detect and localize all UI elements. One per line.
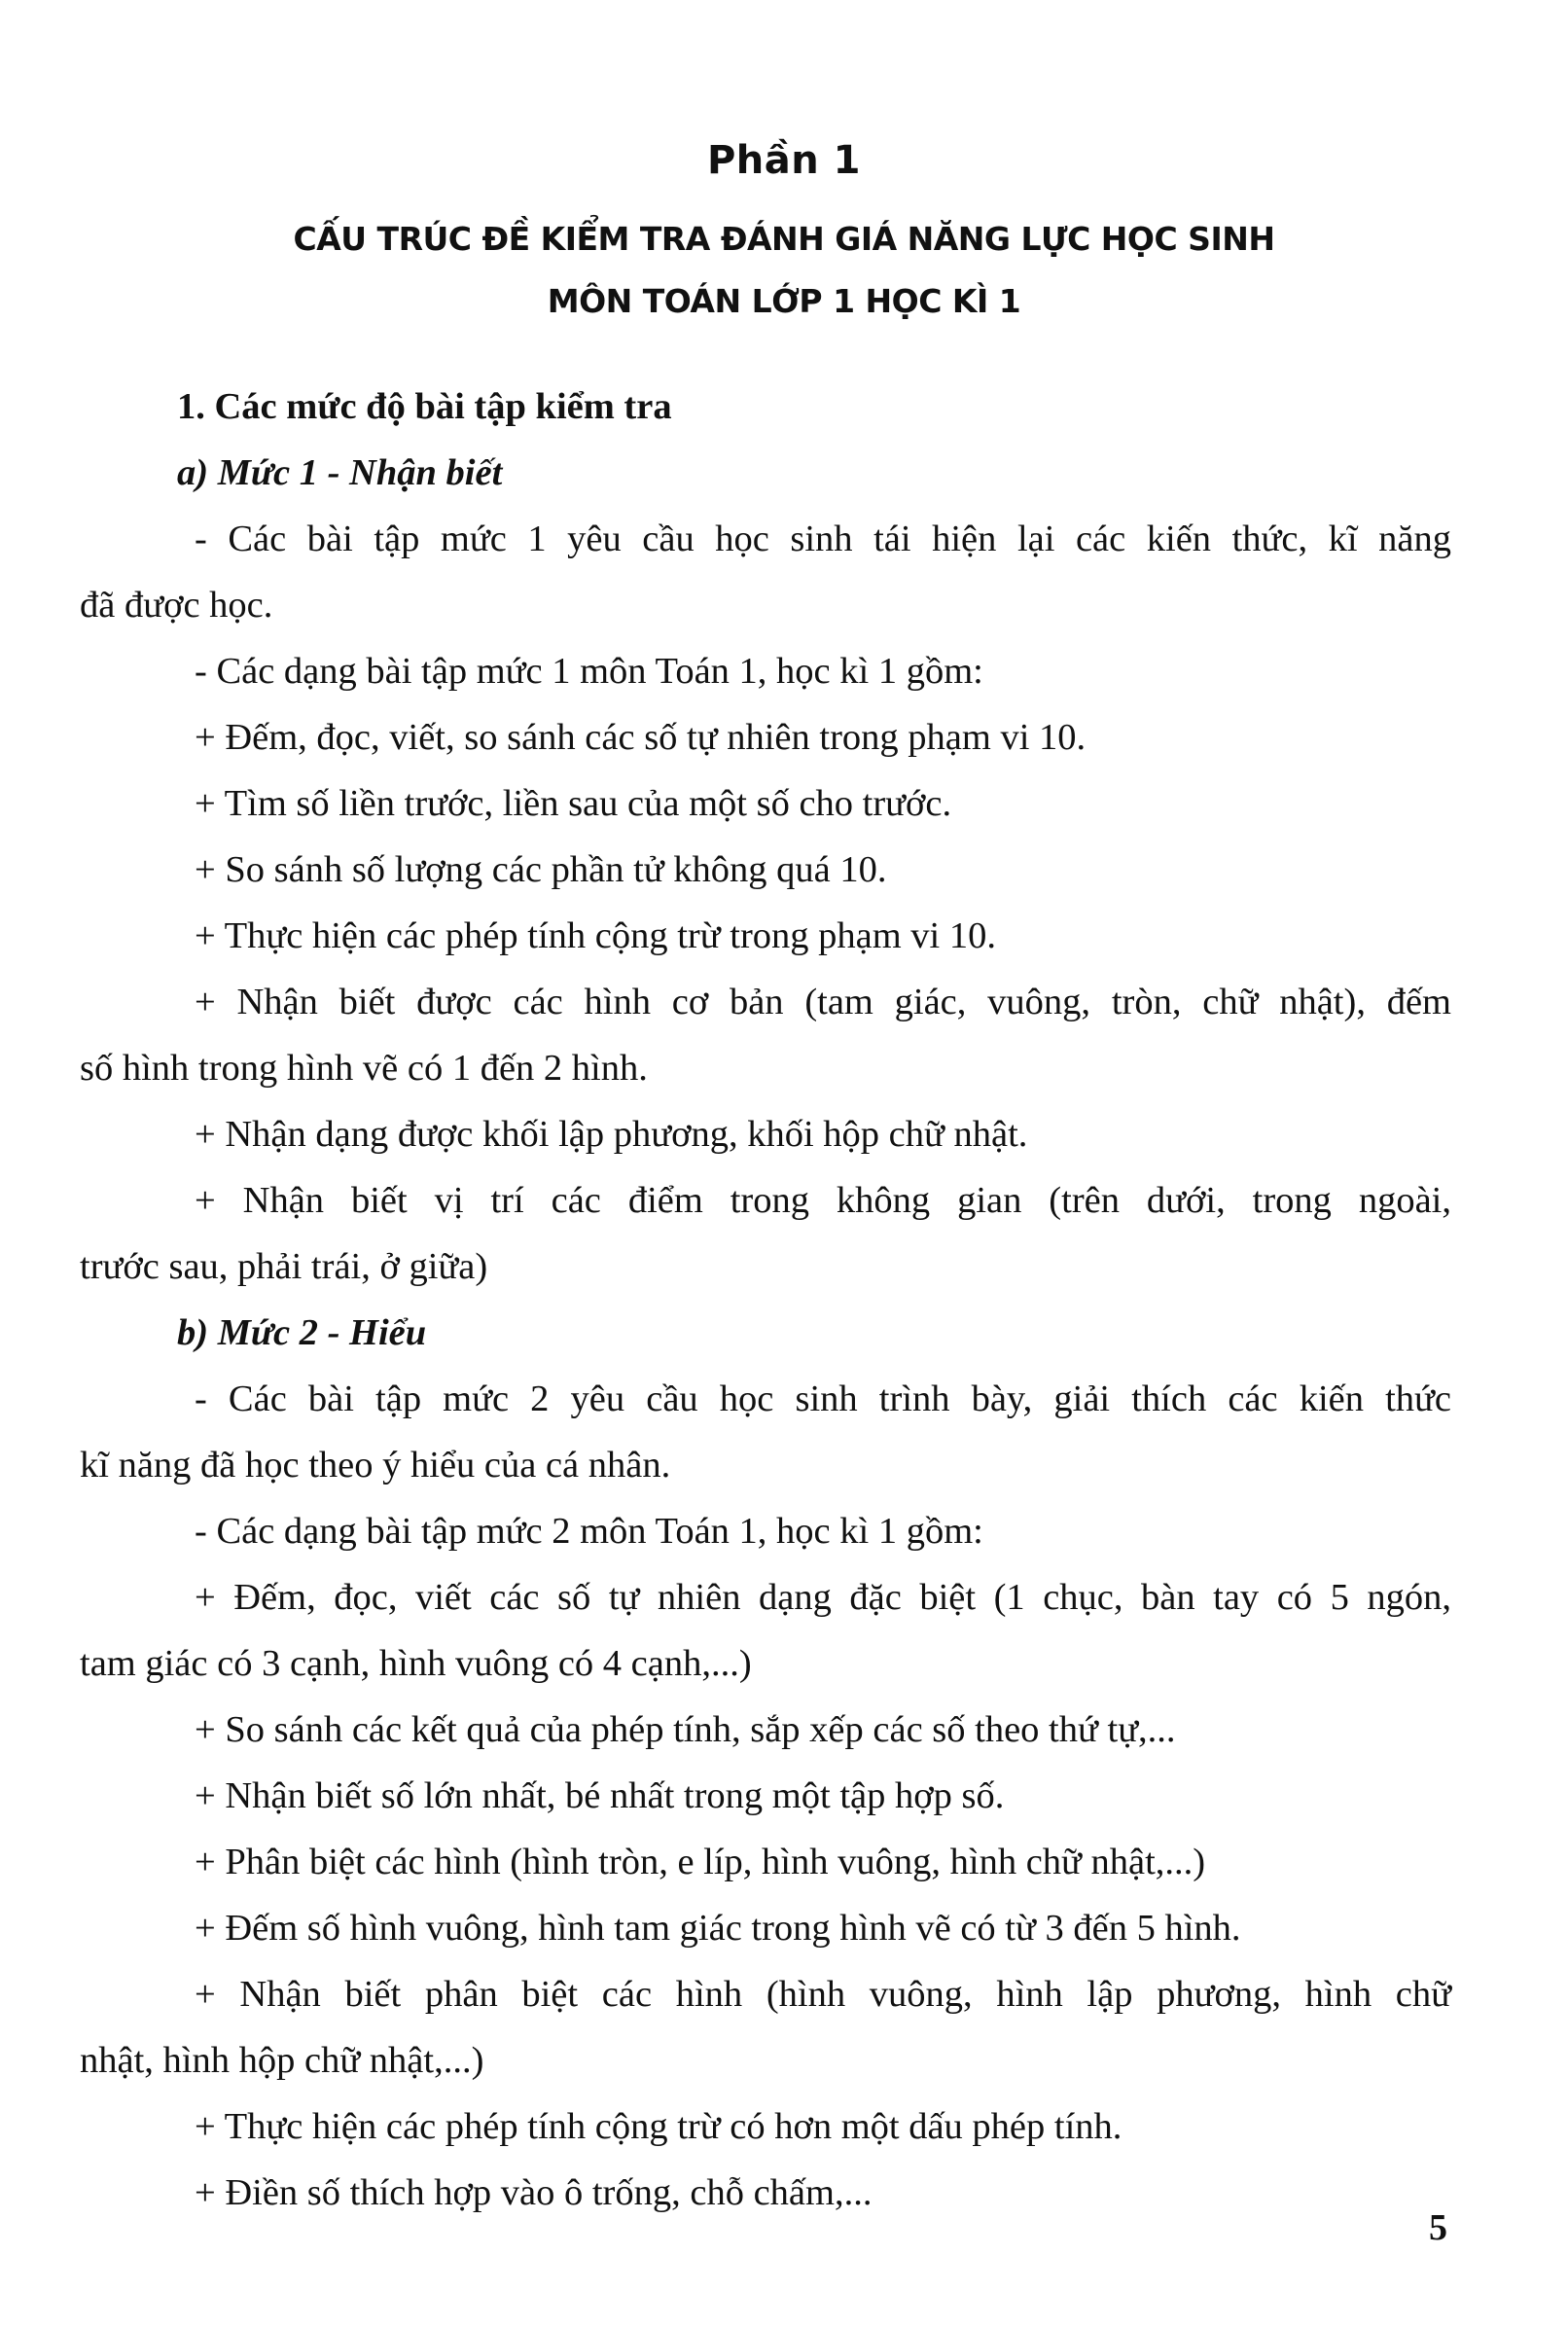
section-heading: 1. Các mức độ bài tập kiểm tra bbox=[177, 386, 672, 427]
level-2-item: + Đếm, đọc, viết các số tự nhiên dạng đặc biệt (1 chục, bàn tay có 5 ngón, bbox=[195, 1577, 1451, 1618]
level-2-description-line-2: kĩ năng đã học theo ý hiểu của cá nhân. bbox=[80, 1445, 671, 1486]
part-title: Phần 1 bbox=[706, 138, 862, 183]
level-1-description-line-2: đã được học. bbox=[80, 585, 273, 626]
level-2-item-continuation: tam giác có 3 cạnh, hình vuông có 4 cạnh,...) bbox=[80, 1643, 752, 1684]
level-1-item: + Nhận dạng được khối lập phương, khối hộp chữ nhật. bbox=[195, 1114, 1028, 1155]
level-1-heading: a) Mức 1 - Nhận biết bbox=[177, 452, 503, 493]
level-1-types-intro: - Các dạng bài tập mức 1 môn Toán 1, học kì 1 gồm: bbox=[195, 651, 983, 692]
level-2-item: + Đếm số hình vuông, hình tam giác trong hình vẽ có từ 3 đến 5 hình. bbox=[195, 1908, 1241, 1949]
level-2-types-intro: - Các dạng bài tập mức 2 môn Toán 1, học kì 1 gồm: bbox=[195, 1511, 983, 1552]
level-1-item: + Thực hiện các phép tính cộng trừ trong phạm vi 10. bbox=[195, 915, 996, 956]
level-2-item: + Thực hiện các phép tính cộng trừ có hơn một dấu phép tính. bbox=[195, 2106, 1123, 2147]
level-1-item-continuation: số hình trong hình vẽ có 1 đến 2 hình. bbox=[80, 1048, 648, 1089]
level-1-description-line-1: - Các bài tập mức 1 yêu cầu học sinh tái hiện lại các kiến thức, kĩ năng bbox=[195, 519, 1451, 559]
document-subtitle-line-1: CẤU TRÚC ĐỀ KIỂM TRA ĐÁNH GIÁ NĂNG LỰC HỌC SINH bbox=[293, 220, 1275, 258]
level-2-item: + Nhận biết phân biệt các hình (hình vuông, hình lập phương, hình chữ bbox=[195, 1974, 1451, 2015]
level-1-item: + Nhận biết vị trí các điểm trong không gian (trên dưới, trong ngoài, bbox=[195, 1180, 1451, 1221]
level-2-item: + Điền số thích hợp vào ô trống, chỗ chấm,... bbox=[195, 2172, 873, 2213]
level-2-item: + So sánh các kết quả của phép tính, sắp xếp các số theo thứ tự,... bbox=[195, 1709, 1176, 1750]
level-1-item: + Đếm, đọc, viết, so sánh các số tự nhiên trong phạm vi 10. bbox=[195, 717, 1087, 758]
level-2-item: + Phân biệt các hình (hình tròn, e líp, hình vuông, hình chữ nhật,...) bbox=[195, 1842, 1206, 1882]
level-1-item: + Tìm số liền trước, liền sau của một số cho trước. bbox=[195, 783, 952, 824]
document-body bbox=[80, 374, 1451, 2226]
level-2-description-line-1: - Các bài tập mức 2 yêu cầu học sinh trình bày, giải thích các kiến thức bbox=[195, 1378, 1451, 1419]
level-1-item: + Nhận biết được các hình cơ bản (tam giác, vuông, tròn, chữ nhật), đếm bbox=[195, 982, 1451, 1022]
level-1-item-continuation: trước sau, phải trái, ở giữa) bbox=[80, 1246, 488, 1287]
page-number: 5 bbox=[1429, 2207, 1447, 2248]
level-2-item-continuation: nhật, hình hộp chữ nhật,...) bbox=[80, 2040, 484, 2081]
level-2-heading: b) Mức 2 - Hiểu bbox=[177, 1312, 427, 1353]
document-subtitle-line-2: MÔN TOÁN LỚP 1 HỌC KÌ 1 bbox=[547, 282, 1021, 320]
level-1-item: + So sánh số lượng các phần tử không quá 10. bbox=[195, 849, 887, 890]
level-2-item: + Nhận biết số lớn nhất, bé nhất trong một tập hợp số. bbox=[195, 1775, 1005, 1816]
